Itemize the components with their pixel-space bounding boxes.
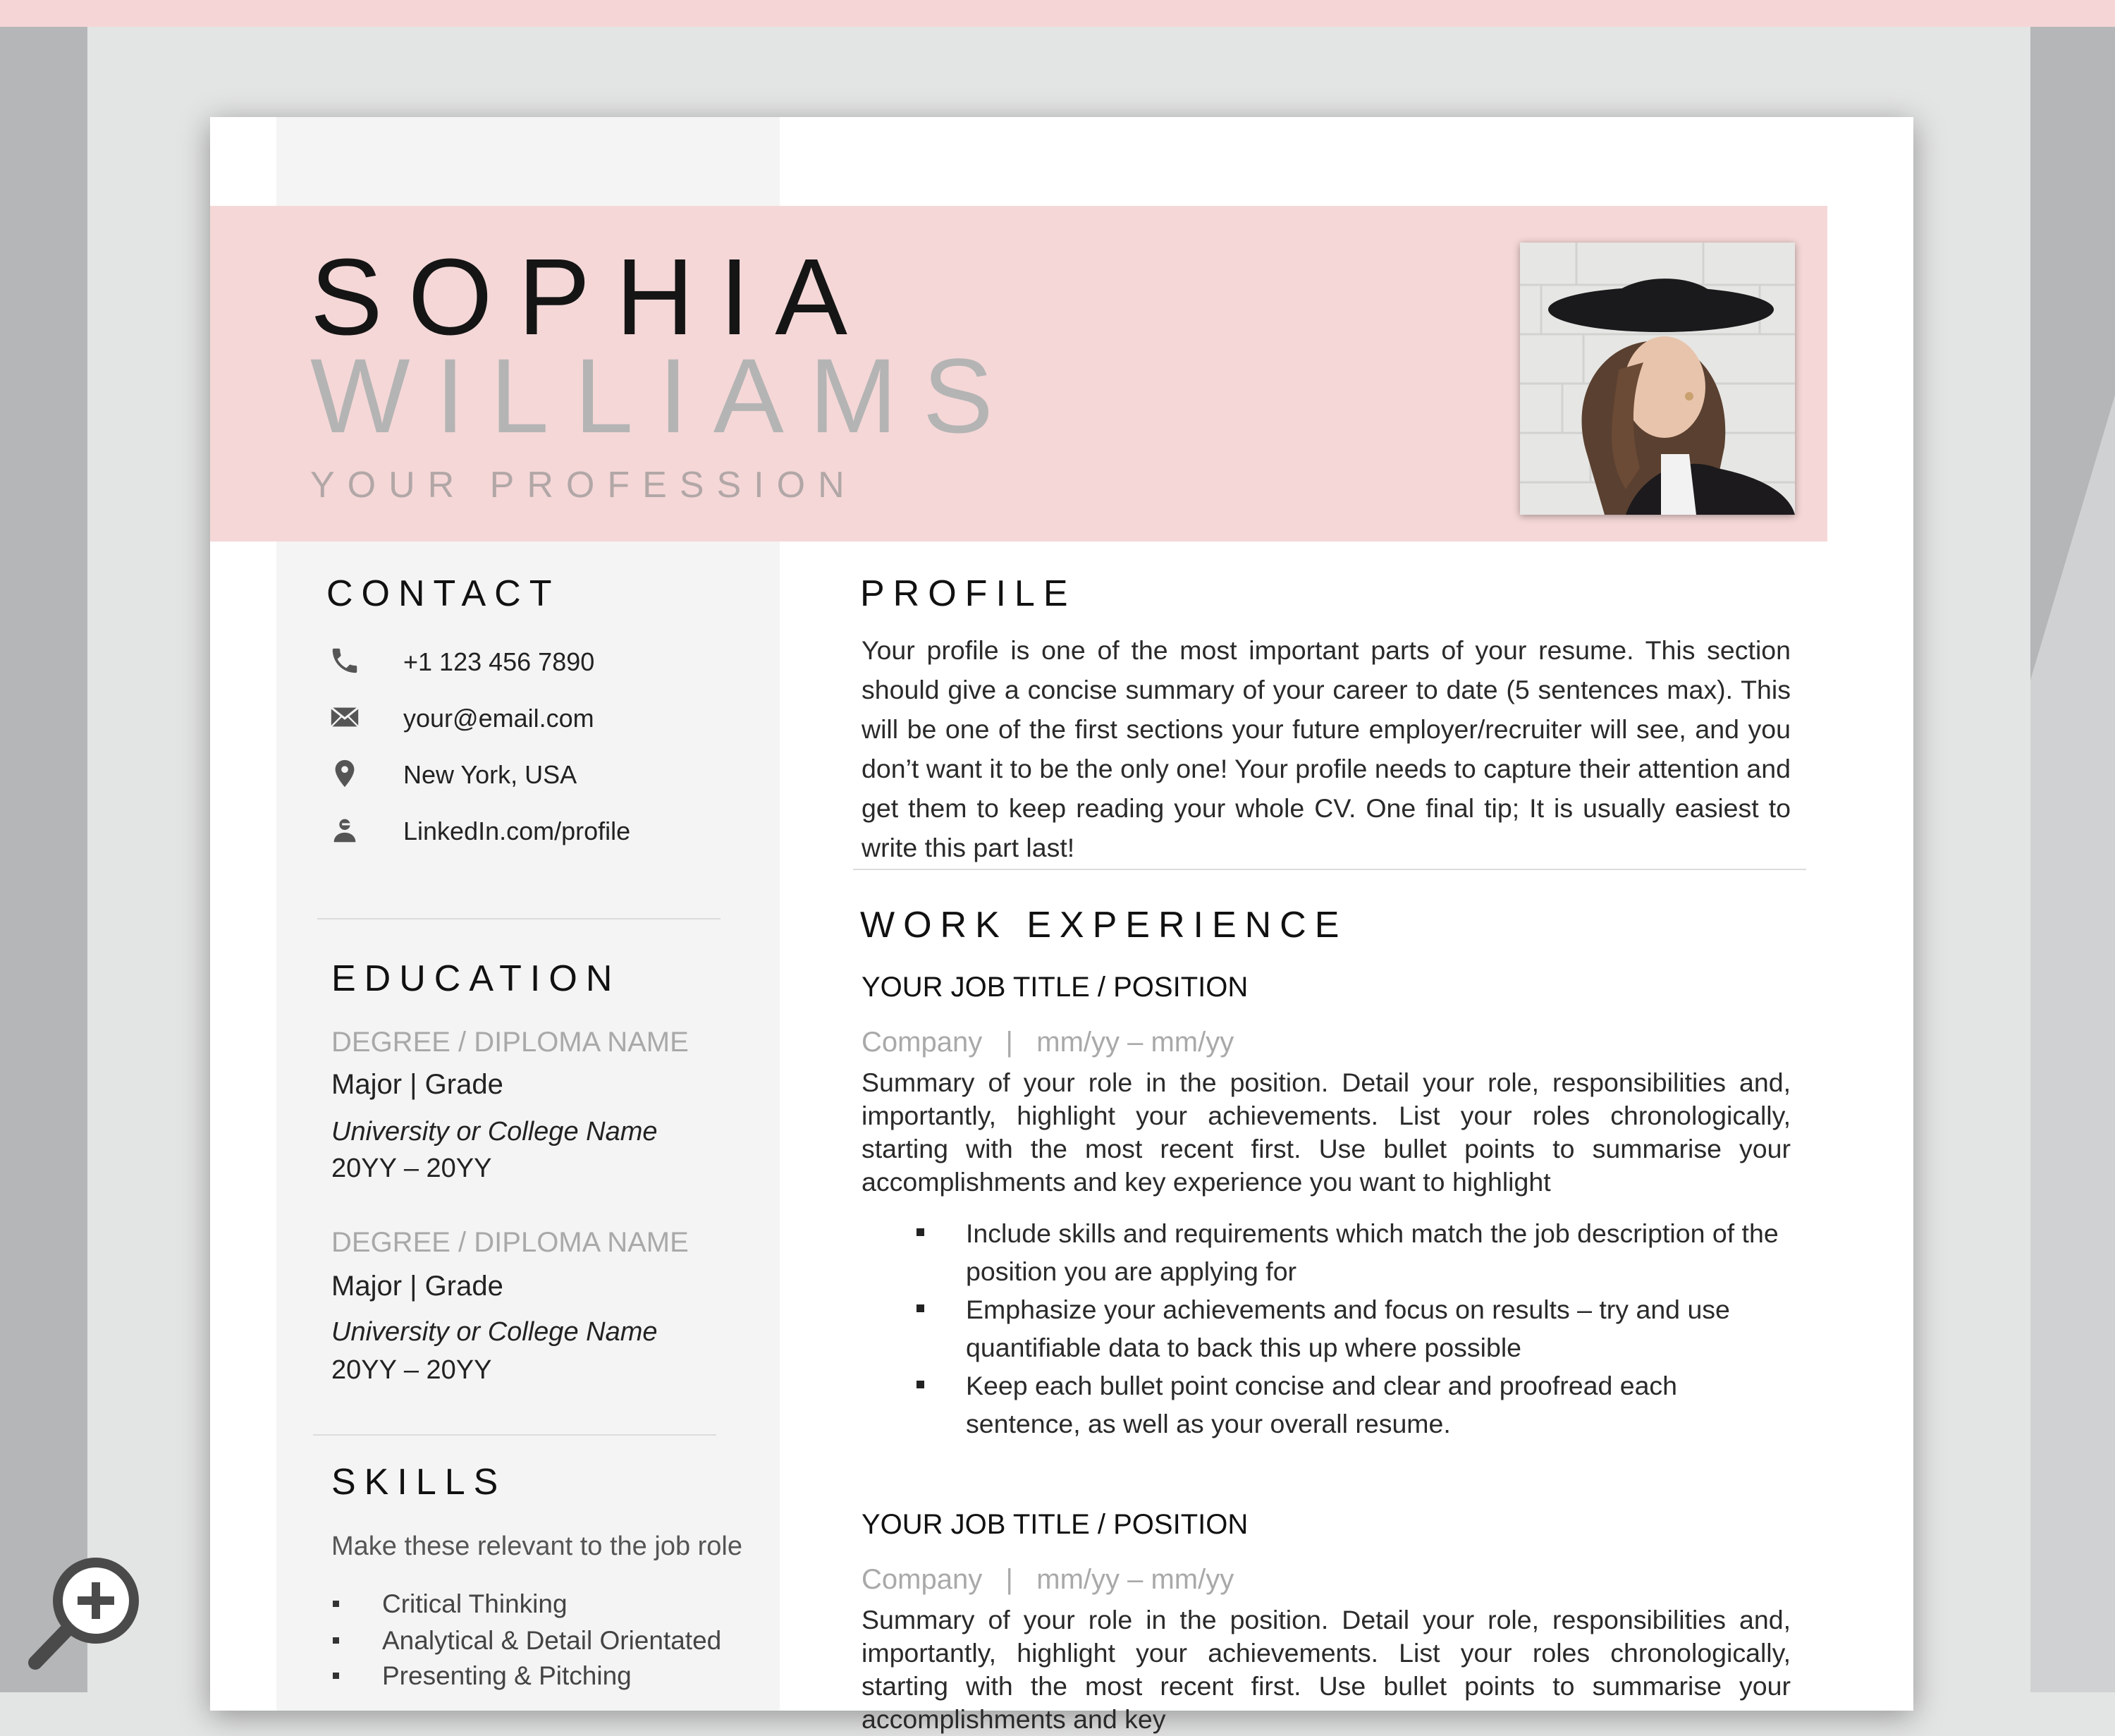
- left-gray-border: [0, 27, 87, 1692]
- contact-email-text: your@email.com: [403, 704, 594, 733]
- job-summary: Summary of your role in the position. Detail your role, responsibilities and, importantly, highlight your achievements. List your roles chronologically, starting with the most recent first. Use bullet points to summarise your accomplishments and key: [862, 1605, 1791, 1734]
- education-years: 20YY – 20YY: [331, 1355, 492, 1385]
- profile-text: Your profile is one of the most important parts of your resume. This section should give a concise summary of your career to date (5 sentences max). This will be one of the first sections your future employer/recruiter will see, and you don’t want it to be the only one! Your profile needs to capture their attention and get them to keep reading your whole CV. One final tip; It is usually easiest to write this part last!: [862, 635, 1791, 862]
- last-name: WILLIAMS: [310, 336, 1019, 455]
- bullet-square-icon: [916, 1381, 924, 1388]
- bullet-square-icon: [333, 1601, 339, 1607]
- contact-email[interactable]: [329, 697, 766, 739]
- bullet-square-icon: [333, 1673, 339, 1679]
- first-name: SOPHIA: [310, 236, 873, 357]
- phone-icon: [329, 644, 361, 677]
- bullet-square-icon: [333, 1637, 339, 1644]
- job-bullet-text: Emphasize your achievements and focus on results – try and use quantifiable data to back this up where possible: [966, 1295, 1730, 1362]
- job-title: YOUR JOB TITLE / POSITION: [862, 972, 1249, 1003]
- education-years: 20YY – 20YY: [331, 1154, 492, 1183]
- bullet-square-icon: [916, 1304, 924, 1312]
- contact-location-text: New York, USA: [403, 760, 577, 789]
- education-degree: DEGREE / DIPLOMA NAME: [331, 1227, 689, 1258]
- main-divider: [853, 869, 1806, 870]
- education-major: Major | Grade: [331, 1069, 503, 1100]
- envelope-icon: [329, 701, 361, 733]
- job-bullet-text: Include skills and requirements which match the job description of the position you are applying for: [966, 1218, 1779, 1286]
- job-company-dates: Company | mm/yy – mm/yy: [862, 1564, 1234, 1595]
- contact-location: [329, 753, 766, 795]
- sidebar-divider: [313, 1434, 716, 1436]
- contact-heading: CONTACT: [326, 573, 560, 614]
- job-bullet-text: Keep each bullet point concise and clear and proofread each sentence, as well as your overall resume.: [966, 1371, 1678, 1438]
- contact-phone[interactable]: [329, 640, 766, 683]
- linkedin-user-icon: [329, 814, 361, 846]
- skill-label: Critical Thinking: [382, 1589, 568, 1618]
- job-title: YOUR JOB TITLE / POSITION: [862, 1509, 1249, 1540]
- profile-photo: [1520, 243, 1795, 515]
- job-summary: Summary of your role in the position. Detail your role, responsibilities and, importantly, highlight your achievements. List your roles chronologically, starting with the most recent first. Use bullet points to summarise your accomplishments and key experience you want to highlight: [862, 1068, 1791, 1197]
- education-degree: DEGREE / DIPLOMA NAME: [331, 1027, 689, 1058]
- profession: YOUR PROFESSION: [310, 465, 857, 506]
- skill-label: Analytical & Detail Orientated: [382, 1626, 722, 1655]
- education-major: Major | Grade: [331, 1271, 503, 1302]
- contact-linkedin-text: LinkedIn.com/profile: [403, 817, 631, 845]
- skills-heading: SKILLS: [331, 1462, 507, 1503]
- education-university: University or College Name: [331, 1317, 658, 1347]
- contact-linkedin[interactable]: [329, 809, 766, 852]
- job-company-dates: Company | mm/yy – mm/yy: [862, 1027, 1234, 1058]
- map-pin-icon: [329, 757, 361, 790]
- education-heading: EDUCATION: [331, 958, 621, 999]
- zoom-in-icon[interactable]: [25, 1551, 147, 1673]
- top-pink-band: [0, 0, 2115, 27]
- contact-phone-text: +1 123 456 7890: [403, 647, 595, 676]
- resume-page: [210, 117, 1913, 1734]
- skills-intro: Make these relevant to the job role: [331, 1532, 743, 1561]
- work-experience-heading: WORK EXPERIENCE: [860, 905, 1348, 946]
- education-university: University or College Name: [331, 1117, 658, 1147]
- skill-label: Presenting & Pitching: [382, 1661, 632, 1690]
- bullet-square-icon: [916, 1228, 924, 1236]
- sidebar-divider: [317, 918, 721, 919]
- profile-heading: PROFILE: [860, 573, 1077, 614]
